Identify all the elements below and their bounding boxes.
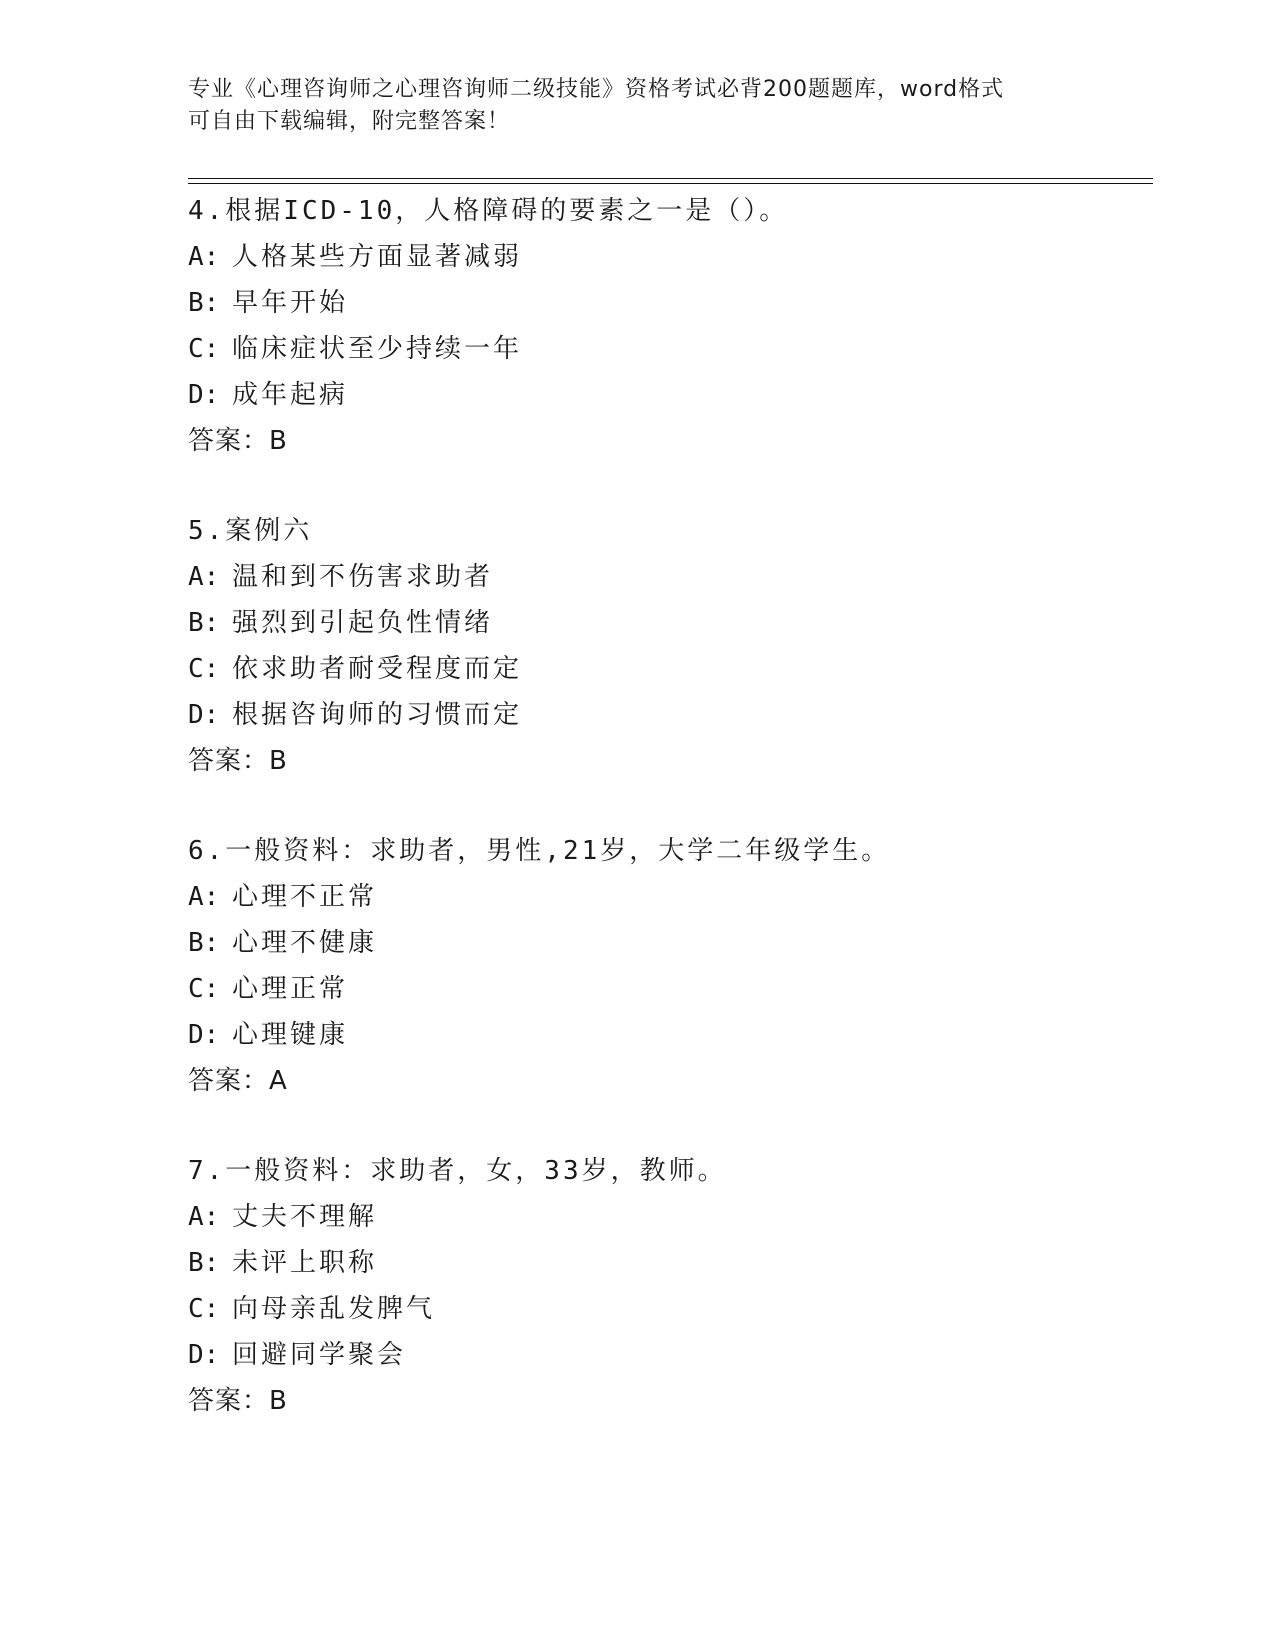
option-c bbox=[188, 646, 1148, 692]
answer-line: 答案：A bbox=[188, 1066, 288, 1096]
answer-line: 答案：B bbox=[188, 1386, 288, 1416]
question-block bbox=[188, 828, 1148, 1104]
header-divider-bottom bbox=[188, 183, 1153, 184]
option-c bbox=[188, 326, 1148, 372]
option-letter: D: bbox=[188, 1340, 220, 1370]
option-letter: D: bbox=[188, 380, 220, 410]
option-a bbox=[188, 1194, 1148, 1240]
option-letter: B: bbox=[188, 1248, 220, 1278]
option-text: 丈夫不理解 bbox=[232, 1202, 378, 1232]
option-text: 早年开始 bbox=[232, 288, 349, 318]
option-text: 强烈到引起负性情绪 bbox=[232, 608, 494, 638]
option-b bbox=[188, 1240, 1148, 1286]
option-b bbox=[188, 600, 1148, 646]
option-text: 心理不健康 bbox=[232, 928, 378, 958]
option-b bbox=[188, 920, 1148, 966]
question-block bbox=[188, 1148, 1148, 1424]
header-divider-top bbox=[188, 178, 1153, 179]
option-text: 向母亲乱发脾气 bbox=[232, 1294, 436, 1324]
option-a bbox=[188, 554, 1148, 600]
option-text: 临床症状至少持续一年 bbox=[232, 334, 523, 364]
option-a bbox=[188, 874, 1148, 920]
option-c bbox=[188, 966, 1148, 1012]
option-letter: A: bbox=[188, 882, 220, 912]
option-d bbox=[188, 692, 1148, 738]
option-letter: D: bbox=[188, 700, 220, 730]
header-line-2: 可自由下载编辑，附完整答案！ bbox=[188, 109, 511, 134]
option-letter: C: bbox=[188, 334, 220, 364]
option-letter: A: bbox=[188, 1202, 220, 1232]
option-text: 心理键康 bbox=[232, 1020, 349, 1050]
option-letter: C: bbox=[188, 654, 220, 684]
option-text: 回避同学聚会 bbox=[232, 1340, 407, 1370]
option-text: 依求助者耐受程度而定 bbox=[232, 654, 523, 684]
question-title: 4.根据ICD-10，人格障碍的要素之一是（）。 bbox=[188, 196, 789, 226]
header-line-1: 专业《心理咨询师之心理咨询师二级技能》资格考试必背200题题库，word格式 bbox=[188, 77, 1005, 102]
option-text: 未评上职称 bbox=[232, 1248, 378, 1278]
option-d bbox=[188, 372, 1148, 418]
option-text: 人格某些方面显著减弱 bbox=[232, 242, 523, 272]
question-title: 7.一般资料：求助者，女，33岁，教师。 bbox=[188, 1156, 727, 1186]
option-letter: A: bbox=[188, 242, 220, 272]
option-b bbox=[188, 280, 1148, 326]
question-title: 5.案例六 bbox=[188, 516, 313, 546]
option-letter: B: bbox=[188, 288, 220, 318]
option-letter: B: bbox=[188, 928, 220, 958]
question-block bbox=[188, 508, 1148, 784]
document-header bbox=[188, 74, 1088, 138]
option-c bbox=[188, 1286, 1148, 1332]
option-text: 心理不正常 bbox=[232, 882, 378, 912]
option-text: 根据咨询师的习惯而定 bbox=[232, 700, 523, 730]
option-text: 成年起病 bbox=[232, 380, 349, 410]
option-letter: A: bbox=[188, 562, 220, 592]
answer-line: 答案：B bbox=[188, 746, 288, 776]
answer-line: 答案：B bbox=[188, 426, 288, 456]
option-letter: B: bbox=[188, 608, 220, 638]
option-letter: C: bbox=[188, 974, 220, 1004]
option-d bbox=[188, 1012, 1148, 1058]
option-letter: C: bbox=[188, 1294, 220, 1324]
question-title: 6.一般资料：求助者，男性,21岁，大学二年级学生。 bbox=[188, 836, 891, 866]
option-text: 心理正常 bbox=[232, 974, 349, 1004]
question-block bbox=[188, 188, 1148, 464]
option-d bbox=[188, 1332, 1148, 1378]
option-a bbox=[188, 234, 1148, 280]
option-letter: D: bbox=[188, 1020, 220, 1050]
option-text: 温和到不伤害求助者 bbox=[232, 562, 494, 592]
